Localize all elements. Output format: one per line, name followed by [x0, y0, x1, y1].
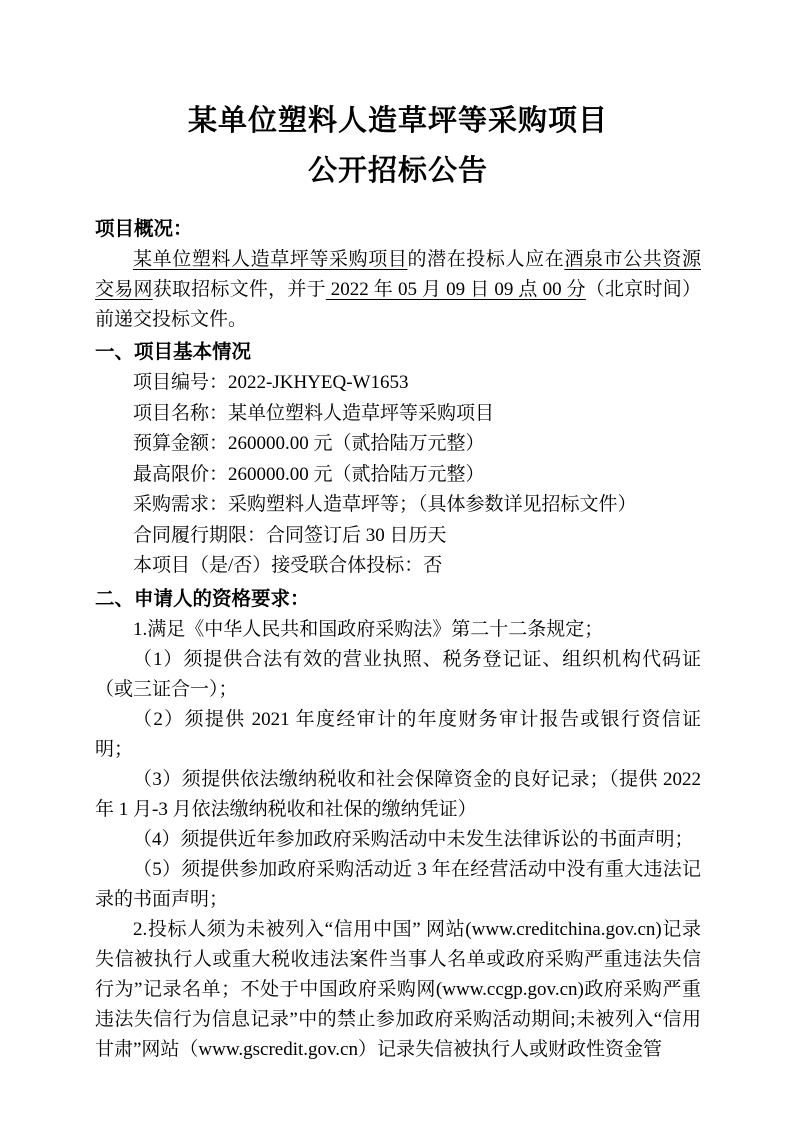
- section-2-heading: 二、申请人的资格要求：: [95, 587, 310, 610]
- qualification-paragraph-4: （3）须提供依法缴纳税收和社会保障资金的良好记录；（提供 2022 年 1 月-3 月依法缴纳税收和社保的缴纳凭证）: [95, 768, 701, 820]
- document-title-line2: 公开招标公告: [307, 155, 488, 187]
- qualification-paragraph-3: （2）须提供 2021 年度经审计的年度财务审计报告或银行资信证明；: [95, 708, 701, 760]
- overview-paragraph: [95, 245, 701, 335]
- contract-period-item: 合同履行期限：合同签订后 30 日历天: [133, 524, 447, 546]
- overview-text-2: 获取招标文件，并于: [152, 279, 326, 300]
- overview-text-3: （北京时间）前递交投标文件。: [95, 279, 701, 330]
- procurement-demand-item: 采购需求：采购塑料人造草坪等；（具体参数详见招标文件）: [133, 494, 637, 515]
- document-title-block: [95, 96, 701, 196]
- overview-project-name-underlined: 某单位塑料人造草坪等采购项目: [133, 249, 408, 270]
- section-1-heading: 一、项目基本情况: [95, 341, 252, 363]
- section-1-basic-info: [95, 337, 701, 582]
- section-2-qualifications: [95, 584, 701, 1065]
- qualification-paragraph-1: 1.满足《中华人民共和国政府采购法》第二十二条规定；: [133, 618, 604, 640]
- qualification-paragraph-2: （1）须提供合法有效的营业执照、税务登记证、组织机构代码证（或三证合一）；: [95, 648, 701, 700]
- consortium-bid-item: 本项目（是/否）接受联合体投标：否: [133, 555, 443, 576]
- qualification-paragraph-6: （5）须提供参加政府采购活动近 3 年在经营活动中没有重大违法记录的书面声明；: [95, 858, 701, 910]
- project-number-item: 项目编号：2022-JKHYEQ-W1653: [133, 372, 409, 393]
- overview-platform-underlined: 酒泉市公共资源交易网: [95, 249, 701, 300]
- overview-text-1: 的潜在投标人应在: [407, 249, 565, 270]
- overview-section: [95, 214, 701, 335]
- section-1-item-list: [95, 368, 701, 582]
- project-name-item: 项目名称：某单位塑料人造草坪等采购项目: [133, 402, 495, 424]
- budget-amount-item: 预算金额：260000.00 元（贰拾陆万元整）: [133, 433, 485, 454]
- qualification-paragraph-5: （4）须提供近年参加政府采购活动中未发生法律诉讼的书面声明；: [133, 828, 694, 850]
- document-title-line1: 某单位塑料人造草坪等采购项目: [187, 105, 608, 137]
- qualification-paragraph-7: 2.投标人须为未被列入“信用中国” 网站(www.creditchina.gov.cn)记录失信被执行人或重大税收违法案件当事人名单或政府采购严重违法失信行为”记录名单；不处于中国政府采购网(www.ccgp.gov.cn)政府采购严重违法失信行为信息记录”中的禁止参加政府采购活动期间;未被列入“信用甘肃”网站（www.gscredit.gov.cn）记录失信被执行人或财政性资金管: [95, 918, 701, 1060]
- overview-deadline-underlined: 2022 年 05 月 09 日 09 点 00 分: [325, 279, 586, 300]
- overview-heading: 项目概况：: [95, 218, 193, 240]
- max-price-item: 最高限价：260000.00 元（贰拾陆万元整）: [133, 463, 485, 485]
